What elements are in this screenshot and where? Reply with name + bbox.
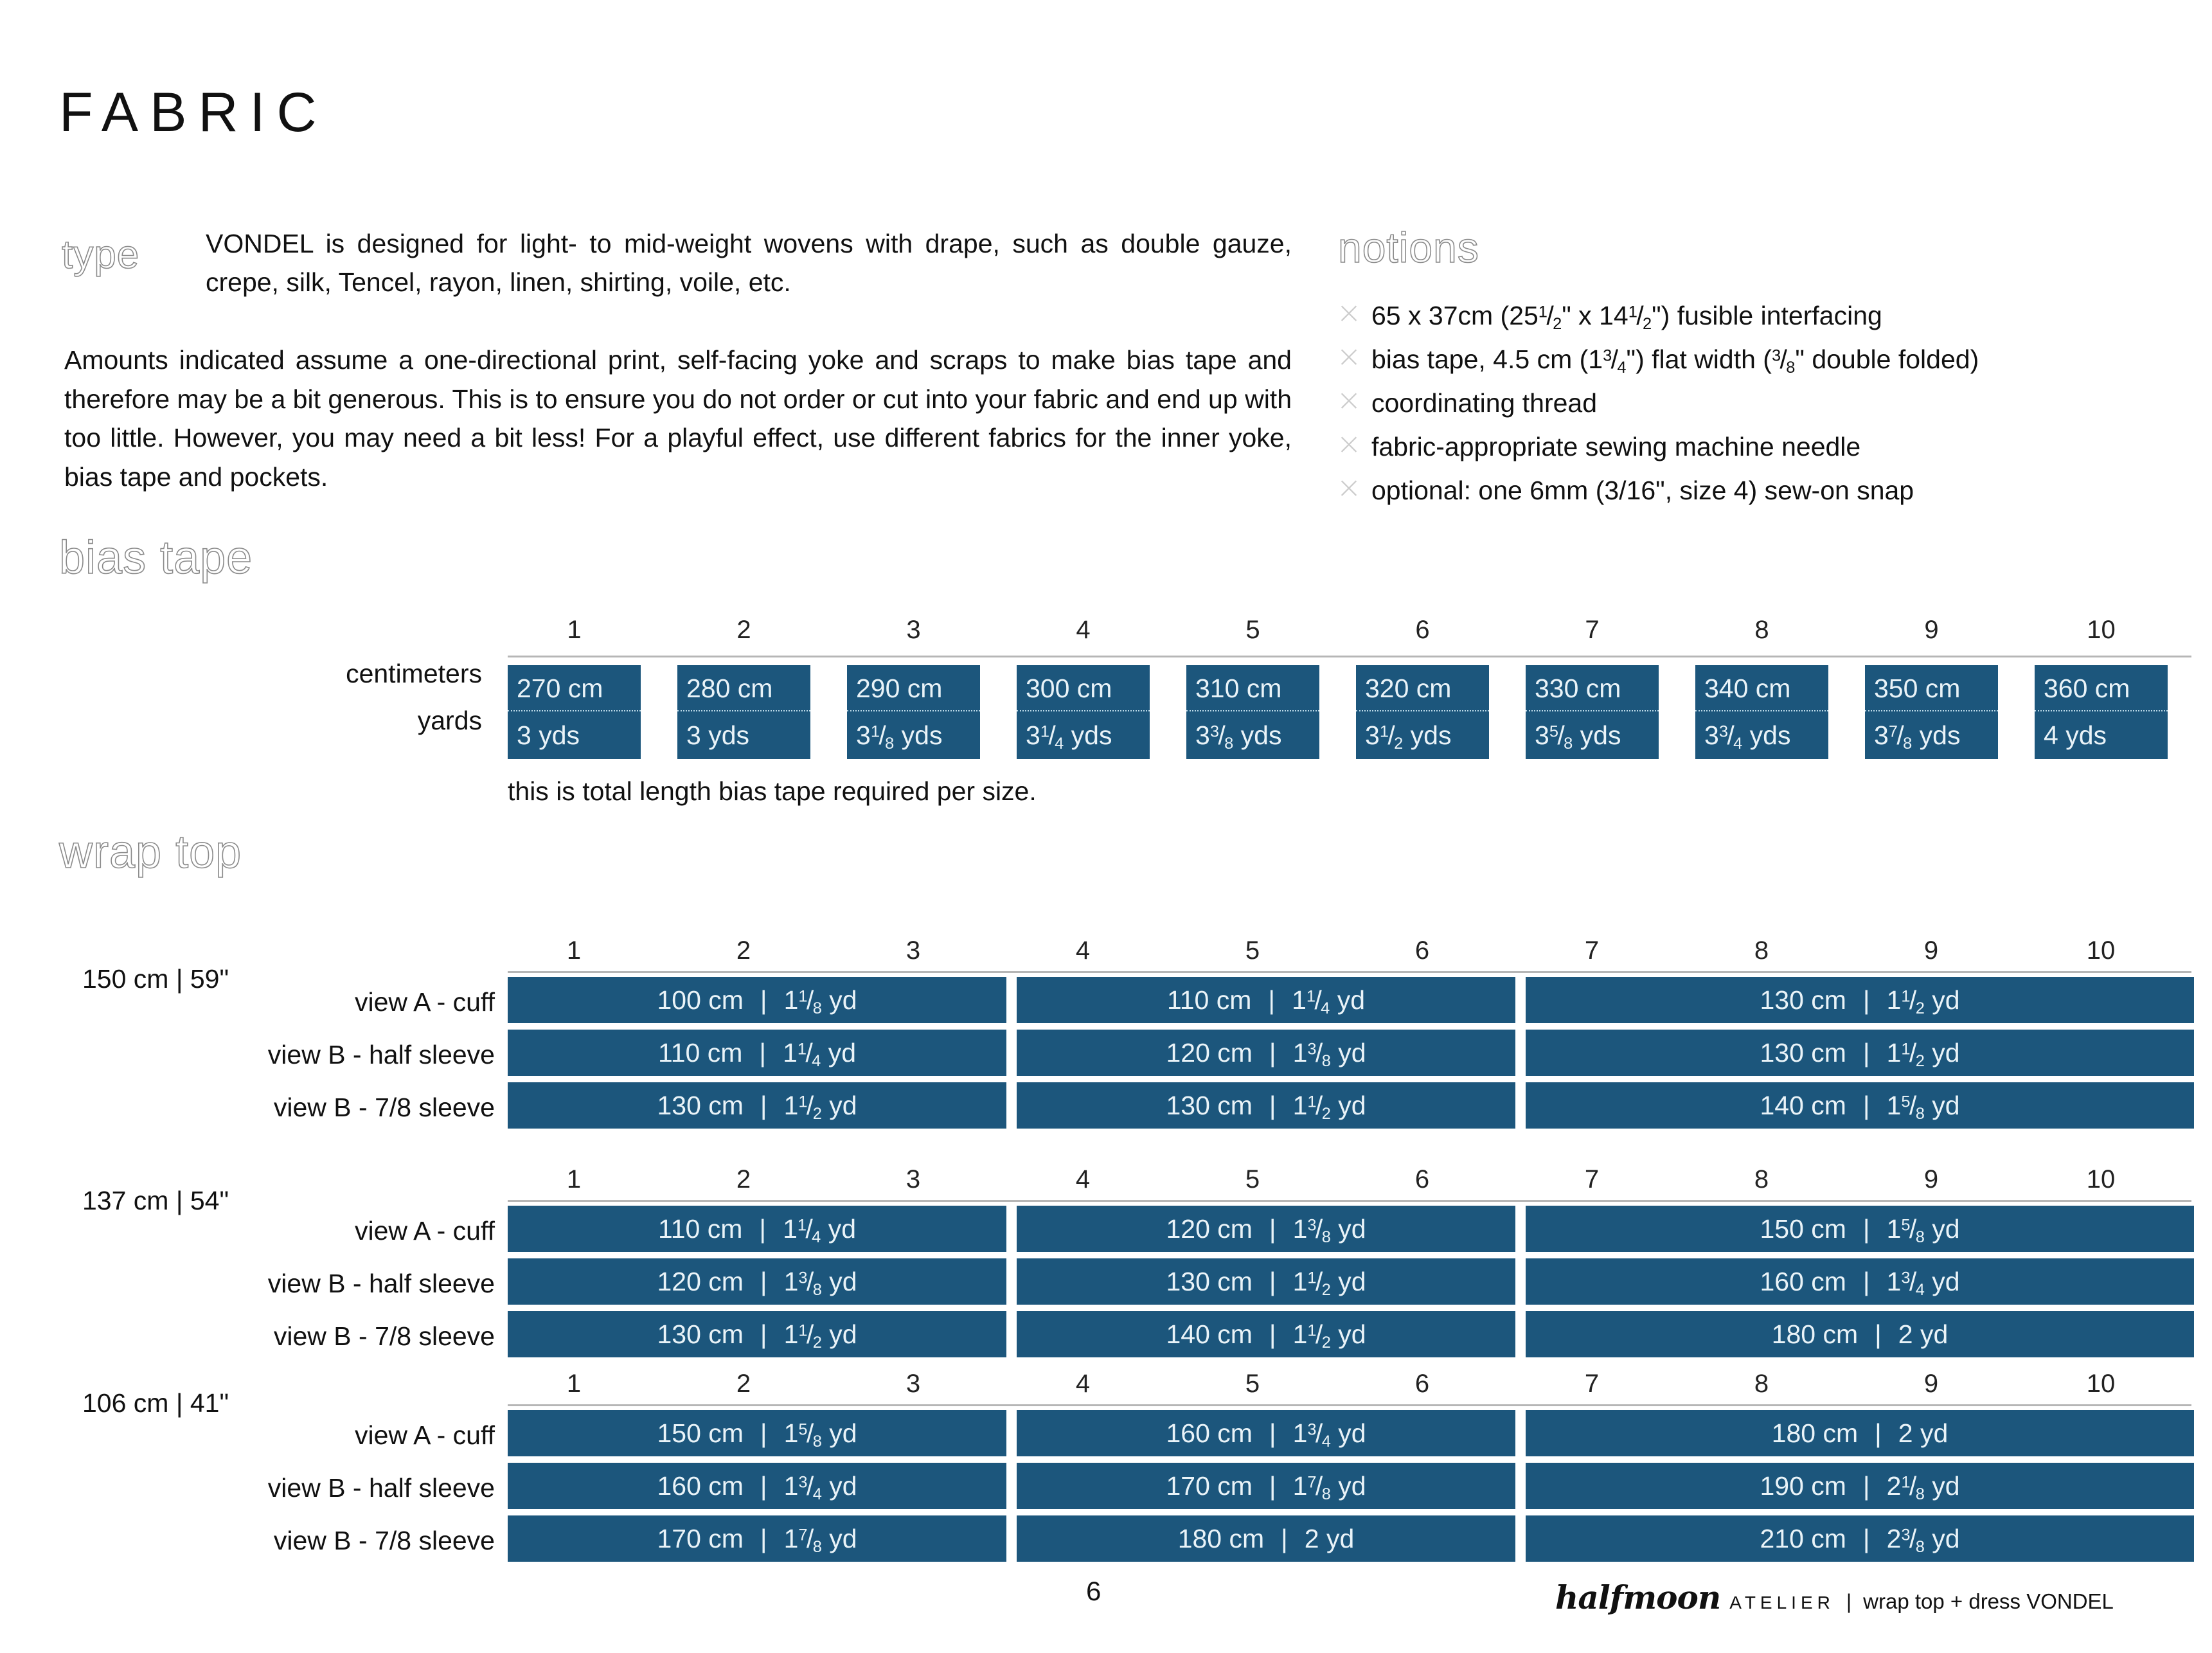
wrap-cell-separator: | [1269, 1037, 1276, 1068]
wrap-top-cell [1526, 1463, 2194, 1509]
bias-cell-size-10 [2035, 665, 2168, 759]
wrap-top-cell [1526, 1410, 2194, 1456]
wrap-top-row [508, 1463, 2191, 1512]
wrap-size-header-2: 2 [736, 1165, 751, 1193]
wrap-view-label: view B - 7/8 sleeve [273, 1526, 495, 1555]
wrap-size-header-8: 8 [1754, 1165, 1769, 1193]
wrap-size-header-row [508, 1370, 2191, 1404]
wrap-cell-yards: $1^3/_8$ yd [1292, 1037, 1366, 1070]
wrap-top-cell [1017, 1463, 1515, 1509]
bias-cell-cm: 320 cm [1356, 665, 1489, 711]
bias-size-header-7: 7 [1585, 616, 1600, 644]
wrap-size-header-2: 2 [736, 936, 751, 965]
wrap-cell-cm: 130 cm [1166, 1090, 1253, 1120]
wrap-top-table-1 [508, 936, 2191, 1131]
wrap-cell-cm: 110 cm [657, 1037, 743, 1068]
notions-item-bias-tape [1338, 343, 2186, 379]
wrap-cell-separator: | [1269, 1266, 1276, 1296]
wrap-cell-cm: 120 cm [1166, 1213, 1253, 1244]
bias-cell-size-1 [508, 665, 641, 759]
footer-separator: | [1846, 1590, 1852, 1613]
wrap-size-header-2: 2 [736, 1370, 751, 1398]
wrap-cell-yards: $1^1/_2$ yd [1886, 1037, 1960, 1070]
wrap-size-header-row [508, 1165, 2191, 1200]
wrap-cell-separator: | [760, 1266, 767, 1296]
page-number: 6 [1086, 1576, 1102, 1606]
wrap-top-cell [508, 1410, 1006, 1456]
wrap-cell-cm: 160 cm [657, 1470, 744, 1501]
wrap-cell-cm: 180 cm [1771, 1418, 1859, 1448]
notions-item-label: coordinating thread [1371, 388, 1598, 418]
wrap-cell-cm: 190 cm [1760, 1470, 1846, 1501]
wrap-header-rule [508, 971, 2191, 973]
wrap-size-header-3: 3 [905, 1165, 921, 1193]
page-title: FABRIC [59, 82, 328, 143]
wrap-top-row [508, 1206, 2191, 1255]
wrap-cell-yards: $1^7/_8$ yd [1292, 1470, 1366, 1503]
wrap-top-cell [1526, 1311, 2194, 1357]
wrap-top-cell [1526, 1082, 2194, 1129]
wrap-size-header-5: 5 [1245, 1370, 1260, 1398]
wrap-top-cell [1526, 1206, 2194, 1252]
wrap-cell-separator: | [1862, 1470, 1870, 1501]
wrap-top-cell [1526, 977, 2194, 1023]
wrap-cell-separator: | [1875, 1418, 1882, 1448]
wrap-top-cell [508, 1463, 1006, 1509]
scissors-icon [1338, 299, 1371, 332]
wrap-size-header-row [508, 936, 2191, 971]
wrap-cell-yards: $1^1/_2$ yd [1292, 1090, 1366, 1123]
wrap-view-label: view B - half sleeve [267, 1473, 495, 1503]
wrap-cell-yards: $1^3/_8$ yd [1292, 1213, 1366, 1246]
wrap-cell-cm: 120 cm [1166, 1037, 1253, 1068]
bias-tape-note: this is total length bias tape required per size. [508, 776, 1037, 806]
wrap-top-cell [1017, 1515, 1515, 1562]
bias-cell-cm: 330 cm [1526, 665, 1659, 711]
wrap-top-cell [508, 1030, 1006, 1076]
bias-header-rule [508, 656, 2191, 657]
wrap-view-label: view A - cuff [354, 1216, 495, 1246]
wrap-view-label: view A - cuff [354, 1420, 495, 1450]
wrap-cell-separator: | [1268, 985, 1276, 1015]
wrap-view-label: view B - 7/8 sleeve [273, 1093, 495, 1122]
wrap-size-header-1: 1 [566, 1165, 582, 1193]
bias-size-header-5: 5 [1245, 616, 1260, 644]
bias-cell-size-6 [1356, 665, 1489, 759]
wrap-top-cell [508, 977, 1006, 1023]
wrap-cell-yards: $1^1/_4$ yd [1292, 985, 1366, 1017]
wrap-cell-separator: | [760, 1523, 767, 1553]
wrap-top-heading: wrap top [59, 826, 242, 878]
wrap-cell-cm: 140 cm [1760, 1090, 1846, 1120]
wrap-cell-cm: 130 cm [1760, 1037, 1846, 1068]
wrap-size-header-10: 10 [2086, 1165, 2116, 1193]
wrap-size-header-3: 3 [905, 1370, 921, 1398]
wrap-view-label: view B - half sleeve [267, 1269, 495, 1298]
wrap-cell-yards: $1^5/_8$ yd [1886, 1213, 1960, 1246]
wrap-size-header-7: 7 [1584, 1165, 1600, 1193]
wrap-cell-yards: 2 yd [1898, 1418, 1949, 1448]
wrap-top-cell [508, 1082, 1006, 1129]
wrap-size-header-4: 4 [1075, 936, 1091, 965]
bias-cell-cm: 350 cm [1865, 665, 1998, 711]
wrap-cell-yards: $1^5/_8$ yd [1886, 1090, 1960, 1123]
bias-cell-yards: $3^5/_8$ yds [1535, 720, 1621, 753]
scissors-icon [1338, 431, 1371, 463]
wrap-view-label: view A - cuff [354, 987, 495, 1017]
wrap-view-label: view B - 7/8 sleeve [273, 1321, 495, 1351]
wrap-size-header-6: 6 [1414, 1165, 1430, 1193]
notions-item-label: optional: one 6mm (3/16", size 4) sew-on snap [1371, 476, 1914, 505]
wrap-size-header-9: 9 [1923, 936, 1939, 965]
wrap-cell-separator: | [760, 985, 767, 1015]
wrap-size-header-5: 5 [1245, 936, 1260, 965]
wrap-cell-yards: $1^1/_2$ yd [783, 1319, 857, 1352]
wrap-cell-separator: | [1269, 1090, 1276, 1120]
wrap-cell-separator: | [1281, 1523, 1288, 1553]
intro-paragraph: Amounts indicated assume a one-directional print, self-facing yoke and scraps to make bias tape and therefore may be a bit generous. This is to ensure you do not order or cut into your fabric and end up with too little. However, you may need a bit less! For a playful effect, use different fabrics for the inner yoke, bias tape and pockets. [64, 345, 1292, 492]
fabric-width-label: 150 cm | 59" [82, 964, 229, 994]
bias-cell-size-8 [1695, 665, 1828, 759]
wrap-top-row [508, 1515, 2191, 1564]
wrap-cell-separator: | [1862, 1037, 1870, 1068]
type-heading: type [62, 233, 140, 277]
scissors-icon [1338, 343, 1371, 376]
wrap-cell-cm: 130 cm [657, 1319, 744, 1349]
wrap-cell-yards: $1^1/_2$ yd [1292, 1319, 1366, 1352]
bias-cell-yards: $3^3/_4$ yds [1704, 720, 1791, 753]
wrap-cell-cm: 140 cm [1166, 1319, 1253, 1349]
wrap-cell-separator: | [759, 1037, 767, 1068]
wrap-cell-separator: | [1862, 985, 1870, 1015]
wrap-cell-yards: $1^3/_4$ yd [783, 1470, 857, 1503]
wrap-cell-yards: $1^1/_2$ yd [783, 1090, 857, 1123]
wrap-cell-cm: 130 cm [657, 1090, 744, 1120]
wrap-top-cell [1526, 1030, 2194, 1076]
wrap-top-cell [508, 1206, 1006, 1252]
wrap-size-header-9: 9 [1923, 1165, 1939, 1193]
wrap-cell-separator: | [760, 1319, 767, 1349]
wrap-top-table-3 [508, 1370, 2191, 1564]
bias-size-header-4: 4 [1076, 616, 1091, 644]
bias-cell-size-9 [1865, 665, 1998, 759]
wrap-size-header-8: 8 [1754, 936, 1769, 965]
wrap-size-header-10: 10 [2086, 936, 2116, 965]
scissors-icon [1338, 474, 1371, 507]
bias-size-header-9: 9 [1924, 616, 1939, 644]
fabric-width-label: 137 cm | 54" [82, 1186, 229, 1215]
wrap-top-cell [1526, 1515, 2194, 1562]
wrap-cell-yards: 2 yd [1898, 1319, 1949, 1349]
wrap-cell-separator: | [1875, 1319, 1882, 1349]
wrap-size-header-9: 9 [1923, 1370, 1939, 1398]
notions-item-coordinating-thread [1338, 387, 2186, 423]
fabric-width-label: 106 cm | 41" [82, 1388, 229, 1418]
wrap-cell-yards: $1^1/_8$ yd [783, 985, 857, 1017]
wrap-cell-yards: $1^1/_2$ yd [1886, 985, 1960, 1017]
bias-size-header-2: 2 [736, 616, 751, 644]
wrap-top-row [508, 1258, 2191, 1307]
wrap-cell-cm: 150 cm [1760, 1213, 1846, 1244]
bias-cell-size-7 [1526, 665, 1659, 759]
wrap-top-row [508, 1311, 2191, 1360]
notions-item-label: bias tape, 4.5 cm $(1^3/_4")$ flat width ($^3/_8$" double folded) [1371, 344, 1979, 377]
bias-cell-size-4 [1017, 665, 1150, 759]
wrap-cell-cm: 170 cm [657, 1523, 744, 1553]
bias-cell-cm: 340 cm [1695, 665, 1828, 711]
wrap-cell-separator: | [1862, 1266, 1870, 1296]
wrap-size-header-10: 10 [2086, 1370, 2116, 1398]
bias-row-label-yards: yards [417, 706, 482, 735]
wrap-cell-yards: $1^3/_4$ yd [1292, 1418, 1366, 1451]
wrap-size-header-6: 6 [1414, 1370, 1430, 1398]
wrap-cell-yards: $1^1/_4$ yd [783, 1037, 857, 1070]
wrap-cell-yards: $1^3/_4$ yd [1886, 1266, 1960, 1299]
wrap-cell-cm: 110 cm [657, 1213, 743, 1244]
wrap-top-cell [508, 1258, 1006, 1305]
wrap-cell-cm: 180 cm [1177, 1523, 1265, 1553]
wrap-top-cell [1017, 1311, 1515, 1357]
notions-item-sew-on-snap [1338, 474, 2186, 510]
wrap-size-header-1: 1 [566, 1370, 582, 1398]
notions-heading: notions [1338, 224, 1479, 271]
wrap-cell-cm: 130 cm [1166, 1266, 1253, 1296]
wrap-cell-separator: | [1862, 1213, 1870, 1244]
wrap-top-row [508, 1082, 2191, 1131]
wrap-top-cell [1017, 1030, 1515, 1076]
wrap-top-cell [508, 1311, 1006, 1357]
notions-item-sewing-machine-needle [1338, 431, 2186, 467]
wrap-cell-separator: | [760, 1090, 767, 1120]
wrap-cell-yards: $1^1/_4$ yd [783, 1213, 857, 1246]
wrap-top-cell [1017, 1082, 1515, 1129]
wrap-size-header-5: 5 [1245, 1165, 1260, 1193]
wrap-cell-yards: $2^1/_8$ yd [1886, 1470, 1960, 1503]
wrap-cell-cm: 160 cm [1760, 1266, 1846, 1296]
bias-cell-size-5 [1186, 665, 1319, 759]
wrap-cell-separator: | [759, 1213, 767, 1244]
wrap-cell-yards: 2 yd [1304, 1523, 1355, 1553]
wrap-cell-cm: 110 cm [1166, 985, 1252, 1015]
wrap-size-header-1: 1 [566, 936, 582, 965]
wrap-size-header-8: 8 [1754, 1370, 1769, 1398]
wrap-size-header-7: 7 [1584, 936, 1600, 965]
bias-size-header-3: 3 [906, 616, 921, 644]
wrap-cell-cm: 100 cm [657, 985, 744, 1015]
bias-tape-heading: bias tape [59, 532, 253, 584]
wrap-size-header-6: 6 [1414, 936, 1430, 965]
wrap-top-cell [1017, 1258, 1515, 1305]
bias-cell-yards: 3 yds [517, 720, 580, 750]
wrap-top-table-2 [508, 1165, 2191, 1360]
wrap-view-label: view B - half sleeve [267, 1040, 495, 1069]
bias-cell-yards: 4 yds [2044, 720, 2107, 750]
bias-cell-yards: 3 yds [686, 720, 749, 750]
wrap-cell-separator: | [1269, 1470, 1276, 1501]
wrap-size-header-3: 3 [905, 936, 921, 965]
wrap-size-header-4: 4 [1075, 1165, 1091, 1193]
bias-size-header-1: 1 [567, 616, 582, 644]
wrap-cell-separator: | [1269, 1319, 1276, 1349]
scissors-icon [1338, 387, 1371, 420]
notions-list [1338, 299, 2186, 518]
notions-item-label: fabric-appropriate sewing machine needle [1371, 432, 1861, 461]
wrap-cell-separator: | [760, 1418, 767, 1448]
wrap-top-cell [1017, 977, 1515, 1023]
notions-item-fusible-interfacing [1338, 299, 2186, 335]
footer-document-name: wrap top + dress VONDEL [1863, 1589, 2114, 1613]
wrap-cell-yards: $1^5/_8$ yd [783, 1418, 857, 1451]
wrap-cell-separator: | [1862, 1523, 1870, 1553]
bias-cell-yards: $3^7/_8$ yds [1874, 720, 1961, 753]
bias-cell-cm: 300 cm [1017, 665, 1150, 711]
wrap-top-cell [1017, 1206, 1515, 1252]
wrap-top-row [508, 977, 2191, 1026]
wrap-size-header-7: 7 [1584, 1370, 1600, 1398]
bias-size-header-6: 6 [1415, 616, 1430, 644]
wrap-cell-cm: 130 cm [1760, 985, 1846, 1015]
wrap-top-cell [1526, 1258, 2194, 1305]
bias-tape-table [508, 616, 2191, 760]
wrap-header-rule [508, 1200, 2191, 1202]
bias-cell-cm: 310 cm [1186, 665, 1319, 711]
bias-cell-yards: $3^1/_8$ yds [856, 720, 943, 753]
bias-cell-size-2 [677, 665, 810, 759]
bias-cell-cm: 270 cm [508, 665, 641, 711]
wrap-header-rule [508, 1404, 2191, 1406]
wrap-cell-cm: 180 cm [1771, 1319, 1859, 1349]
wrap-cell-yards: $1^7/_8$ yd [783, 1523, 857, 1556]
bias-cell-size-3 [847, 665, 980, 759]
wrap-cell-separator: | [1269, 1213, 1276, 1244]
bias-cell-cm: 280 cm [677, 665, 810, 711]
wrap-cell-yards: $1^3/_8$ yd [783, 1266, 857, 1299]
type-description: VONDEL is designed for light- to mid-weight wovens with drape, such as double gauze, crepe, silk, Tencel, rayon, linen, shirting, voile, etc. [206, 229, 1292, 297]
bias-cell-yards: $3^1/_2$ yds [1365, 720, 1452, 753]
wrap-cell-separator: | [760, 1470, 767, 1501]
wrap-cell-separator: | [1862, 1090, 1870, 1120]
bias-row-label-centimeters: centimeters [346, 659, 482, 688]
wrap-top-cell [1017, 1410, 1515, 1456]
wrap-size-header-4: 4 [1075, 1370, 1091, 1398]
bias-cell-cm: 290 cm [847, 665, 980, 711]
wrap-cell-separator: | [1269, 1418, 1276, 1448]
brand-logo-text: halfmoon [1555, 1578, 1721, 1616]
bias-size-header-8: 8 [1754, 616, 1769, 644]
notions-item-label: 65 x 37cm ($25^1/_2$" x $14^1/_2$") fusible interfacing [1371, 301, 1882, 334]
brand-atelier-text: ATELIER [1729, 1593, 1835, 1613]
bias-cell-yards: $3^1/_4$ yds [1026, 720, 1112, 753]
wrap-cell-yards: $2^3/_8$ yd [1886, 1523, 1960, 1556]
wrap-top-cell [508, 1515, 1006, 1562]
wrap-top-row [508, 1030, 2191, 1078]
wrap-cell-cm: 170 cm [1166, 1470, 1253, 1501]
wrap-cell-cm: 210 cm [1760, 1523, 1846, 1553]
bias-cell-cm: 360 cm [2035, 665, 2168, 711]
bias-cell-yards: $3^3/_8$ yds [1195, 720, 1282, 753]
wrap-cell-cm: 120 cm [657, 1266, 744, 1296]
wrap-cell-cm: 150 cm [657, 1418, 744, 1448]
wrap-cell-cm: 160 cm [1166, 1418, 1253, 1448]
footer-brand [1555, 1578, 2114, 1616]
wrap-top-row [508, 1410, 2191, 1459]
wrap-cell-yards: $1^1/_2$ yd [1292, 1266, 1366, 1299]
bias-size-header-row [508, 616, 2191, 653]
bias-cell-row [508, 665, 2191, 760]
bias-size-header-10: 10 [2087, 616, 2116, 644]
